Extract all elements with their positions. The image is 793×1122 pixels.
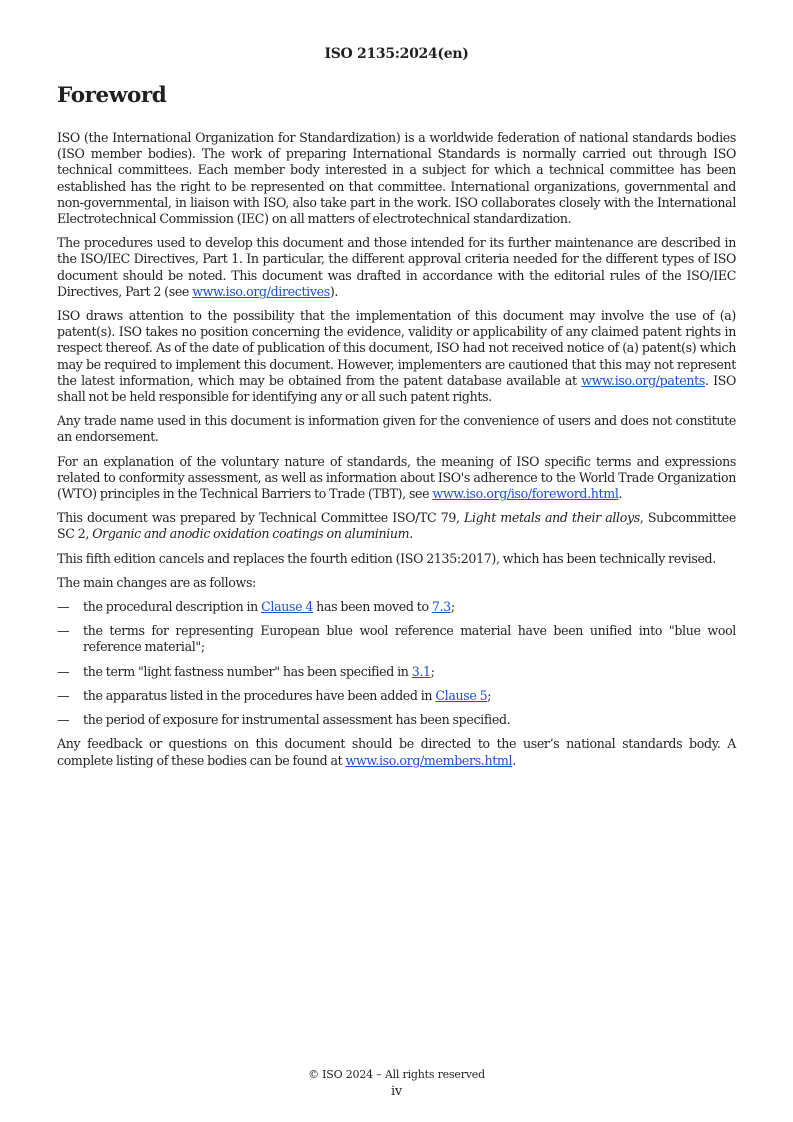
list-item: — the procedural description in Clause 4 has been moved to 7.3; (57, 599, 455, 615)
clause-7-3-link[interactable]: 7.3 (431, 599, 451, 615)
paragraph-procedures: The procedures used to develop this document and those intended for its further maintenance are described in the ISO/IEC Directives, Part 1. In particular, the different approval criteria needed for the different types of ISO document should be noted. This document was drafted in accordance with the editorial rules of the ISO/IEC Directives, Part 2 (see www.iso.org/directives). (57, 235, 736, 299)
list-item: — the term "light fastness number" has been specified in 3.1; (57, 663, 435, 679)
clause-4-link[interactable]: Clause 4 (261, 599, 314, 615)
paragraph-changes-intro: The main changes are as follows: (57, 574, 256, 590)
page-footer (0, 1066, 793, 1100)
foreword-link[interactable]: www.iso.org/iso/foreword.html (432, 486, 619, 502)
paragraph-patents: ISO draws attention to the possibility that the implementation of this document may involve the use of (a) patent(s). ISO takes no position concerning the evidence, validity or applicability of any claimed patent rights in respect thereof. As of the date of publication of this document, ISO had not received notice of (a) patent(s) which may be required to implement this document. However, implementers are cautioned that this may not represent the latest information, which may be obtained from the patent database available at www.iso.org/patents. ISO shall not be held responsible for identifying any or all such patent rights. (57, 308, 737, 405)
page-title: Foreword (57, 83, 167, 108)
paragraph-voluntary-nature: For an explanation of the voluntary nature of standards, the meaning of ISO specific terms and expressions related to conformity assessment, as well as information about ISO's adherence to the World Trade Organization (WTO) principles in the Technical Barriers to Trade (TBT), see www.iso.org/iso/foreword.html. (57, 453, 736, 502)
directives-link[interactable]: www.iso.org/directives (192, 283, 330, 299)
paragraph-committee: This document was prepared by Technical Committee ISO/TC 79, Light metals and their alloys, Subcommittee SC 2, Organic and anodic oxidation coatings on aluminium. (57, 510, 737, 542)
list-item: — the apparatus listed in the procedures have been added in Clause 5; (57, 687, 492, 703)
committee-name: Light metals and their alloys (464, 510, 640, 526)
copyright-notice: © ISO 2024 – All rights reserved (308, 1068, 485, 1081)
paragraph-iso-intro: ISO (the International Organization for Standardization) is a worldwide federation of national standards bodies (ISO member bodies). The work of preparing International Standards is normally carried out through ISO technical committees. Each member body interested in a subject for which a technical committee has been established has the right to be represented on that committee. International organizations, governmental and non-governmental, in liaison with ISO, also take part in the work. ISO collaborates closely with the International Electrotechnical Commission (IEC) on all matters of electrotechnical standardization. (57, 130, 736, 227)
subcommittee-name: Organic and anodic oxidation coatings on aluminium (92, 526, 410, 542)
foreword-body (57, 130, 736, 777)
members-link[interactable]: www.iso.org/members.html (345, 752, 513, 768)
changes-list (57, 599, 736, 728)
paragraph-edition: This fifth edition cancels and replaces the fourth edition (ISO 2135:2017), which has been technically revised. (57, 550, 716, 566)
document-id-header: ISO 2135:2024(en) (324, 46, 469, 62)
patents-link[interactable]: www.iso.org/patents (581, 372, 705, 388)
dash-bullet: — (57, 663, 70, 679)
clause-5-link[interactable]: Clause 5 (435, 687, 488, 703)
dash-bullet: — (57, 599, 70, 615)
clause-3-1-link[interactable]: 3.1 (411, 663, 431, 679)
paragraph-feedback: Any feedback or questions on this document should be directed to the user’s national standards body. A complete listing of these bodies can be found at www.iso.org/members.html. (57, 736, 736, 768)
dash-bullet: — (57, 623, 70, 639)
dash-bullet: — (57, 712, 70, 728)
list-item: — the terms for representing European blue wool reference material have been unified into "blue wool reference material"; (57, 623, 736, 655)
list-item: — the period of exposure for instrumental assessment has been specified. (57, 712, 511, 728)
dash-bullet: — (57, 687, 70, 703)
paragraph-trade-name: Any trade name used in this document is information given for the convenience of users and does not constitute an endorsement. (57, 413, 736, 445)
page-number: iv (390, 1084, 403, 1099)
